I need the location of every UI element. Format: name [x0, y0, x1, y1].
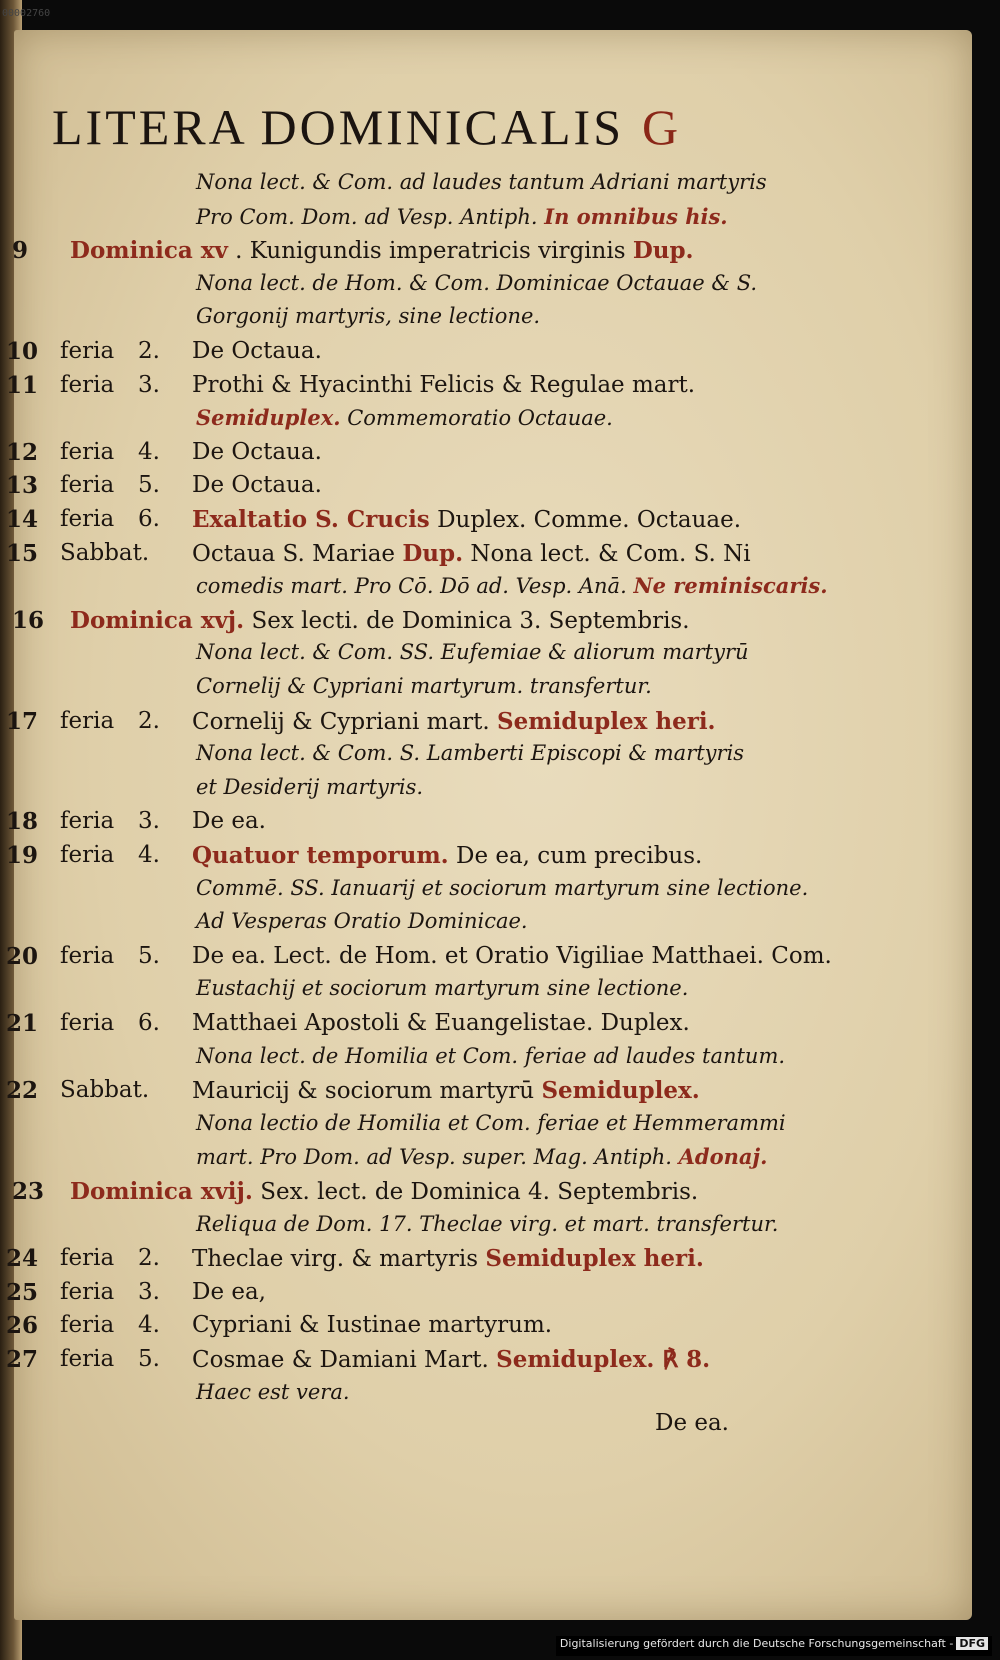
- calendar-line: [0, 1279, 980, 1313]
- weekday-label: feria: [60, 472, 115, 499]
- body-text: Reliqua de Dom. 17. Theclae virg. et mart. transfertur.: [196, 1211, 779, 1236]
- body-text: Cornelij & Cypriani mart.: [192, 708, 498, 735]
- rubric-text: Dominica xvij.: [70, 1178, 253, 1205]
- calendar-line: [0, 976, 980, 1010]
- page-heading: [52, 98, 792, 156]
- day-number: 10: [6, 338, 39, 365]
- calendar-line: [0, 170, 980, 204]
- body-text: Nona lect. & Com. S. Ni: [463, 540, 751, 567]
- feria-number: 5.: [138, 942, 160, 969]
- calendar-line: [0, 1212, 980, 1246]
- calendar-line: [0, 540, 980, 574]
- calendar-line: [0, 1245, 980, 1279]
- continuation-text: [196, 876, 808, 900]
- day-number: 9: [12, 237, 29, 265]
- entry-text: [192, 372, 695, 398]
- day-number: 12: [6, 438, 39, 466]
- weekday-label: feria: [60, 707, 115, 734]
- calendar-line: [0, 237, 980, 271]
- feria-number: 6.: [138, 506, 160, 532]
- body-text: Nona lectio de Homilia et Com. feriae et Hemmerammi: [196, 1110, 786, 1135]
- body-text: Theclae virg. & martyris: [192, 1246, 486, 1273]
- continuation-text: [196, 1111, 786, 1135]
- calendar-line: [0, 338, 980, 372]
- body-text: Duplex. Comme. Octauae.: [429, 507, 742, 533]
- weekday-label: feria: [60, 1346, 115, 1372]
- entry-text: [192, 506, 741, 533]
- calendar-line: [0, 741, 980, 775]
- body-text: Nona lect. & Com. SS. Eufemiae & aliorum martyrū: [196, 640, 749, 665]
- entry-text: [192, 540, 751, 567]
- rubric-text: Exaltatio S. Crucis: [192, 506, 430, 533]
- entry-text: [70, 607, 690, 634]
- funding-footer: [556, 1636, 992, 1656]
- entry-text: [70, 237, 694, 264]
- feria-number: 3.: [138, 808, 160, 835]
- body-text: Matthaei Apostoli & Euangelistae. Duplex.: [192, 1010, 690, 1036]
- continuation-text: [196, 170, 767, 194]
- calendar-line: [0, 1312, 980, 1346]
- weekday-label: feria: [60, 1278, 115, 1305]
- body-text: Cosmae & Damiani Mart.: [192, 1347, 497, 1373]
- body-text: mart. Pro Dom. ad Vesp. super. Mag. Antiph.: [196, 1145, 679, 1170]
- body-text: Nona lect. de Hom. & Com. Dominicae Octauae & S.: [196, 270, 758, 295]
- entry-text: [192, 472, 322, 498]
- entry-text: [192, 842, 702, 869]
- continuation-text: [196, 1212, 778, 1236]
- rubric-text: In omnibus his.: [544, 203, 728, 229]
- body-text: Pro Com. Dom. ad Vesp. Antiph.: [196, 204, 545, 229]
- calendar-line: [0, 775, 980, 809]
- entry-text: [192, 1346, 710, 1373]
- catchword: De ea.: [655, 1410, 729, 1436]
- body-text: Nona lect. de Homilia et Com. feriae ad laudes tantum.: [196, 1043, 786, 1068]
- calendar-line: [0, 506, 980, 540]
- calendar-line: [0, 876, 980, 910]
- continuation-text: [196, 909, 528, 933]
- day-number: 15: [6, 539, 39, 567]
- day-number: 11: [6, 371, 39, 399]
- entry-text: [192, 1312, 552, 1338]
- weekday-label: Sabbat.: [60, 539, 150, 566]
- weekday-label: feria: [60, 1010, 115, 1036]
- day-number: 20: [6, 942, 39, 970]
- calendar-line: [0, 1346, 980, 1380]
- entry-text: [192, 439, 322, 465]
- feria-number: 2.: [138, 707, 160, 734]
- body-text: De ea,: [192, 1278, 266, 1305]
- weekday-label: feria: [60, 371, 115, 398]
- day-number: 21: [6, 1010, 39, 1037]
- day-number: 17: [6, 707, 39, 735]
- scan-id: 00002760: [2, 8, 51, 19]
- body-text: De Octaua.: [192, 472, 322, 499]
- body-text: Sex lecti. de Dominica 3. Septembris.: [244, 607, 690, 634]
- day-number: 13: [6, 472, 39, 500]
- calendar-line: [0, 1178, 980, 1212]
- weekday-label: feria: [60, 942, 115, 969]
- body-text: Commē. SS. Ianuarij et sociorum martyrum sine lectione.: [196, 875, 809, 900]
- rubric-text: Semiduplex.: [541, 1077, 700, 1105]
- calendar-line: [0, 640, 980, 674]
- rubric-text: Semiduplex. ℟ 8.: [496, 1346, 711, 1373]
- catchword-row: [0, 1410, 980, 1444]
- continuation-text: [196, 674, 652, 698]
- body-text: Sex. lect. de Dominica 4. Septembris.: [252, 1179, 699, 1205]
- weekday-label: Sabbat.: [60, 1077, 150, 1104]
- weekday-label: feria: [60, 438, 115, 465]
- continuation-text: [196, 304, 540, 328]
- feria-number: 4.: [138, 1312, 160, 1339]
- calendar-line: [0, 943, 980, 977]
- day-number: 16: [12, 606, 45, 634]
- calendar-line: [0, 674, 980, 708]
- continuation-text: [196, 640, 749, 664]
- calendar-line: [0, 271, 980, 305]
- weekday-label: feria: [60, 338, 115, 364]
- calendar-line: [0, 472, 980, 506]
- day-number: 19: [6, 842, 39, 869]
- feria-number: 2.: [138, 338, 160, 364]
- calendar-line: [0, 439, 980, 473]
- entry-text: [192, 1077, 700, 1104]
- body-text: Haec est vera.: [196, 1379, 350, 1404]
- feria-number: 4.: [138, 438, 160, 465]
- weekday-label: feria: [60, 808, 115, 835]
- day-number: 25: [6, 1278, 39, 1306]
- body-text: et Desiderij martyris.: [196, 774, 424, 799]
- feria-number: 6.: [138, 1010, 160, 1036]
- feria-number: 2.: [138, 1245, 160, 1272]
- rubric-text: Adonaj.: [678, 1144, 768, 1170]
- calendar-line: [0, 304, 980, 338]
- calendar-line: [0, 405, 980, 439]
- calendar-line: [0, 1111, 980, 1145]
- calendar-line: [0, 1077, 980, 1111]
- entry-text: [192, 1010, 690, 1036]
- continuation-text: [196, 405, 613, 430]
- rubric-text: Quatuor temporum.: [192, 842, 449, 869]
- body-text: Ad Vesperas Oratio Dominicae.: [196, 909, 528, 934]
- calendar-line: [0, 607, 980, 641]
- day-number: 24: [6, 1245, 39, 1273]
- weekday-label: feria: [60, 1312, 115, 1339]
- feria-number: 3.: [138, 371, 160, 398]
- rubric-text: Semiduplex heri.: [497, 707, 716, 735]
- rubric-text: Dup.: [402, 539, 464, 567]
- rubric-text: Ne reminiscaris.: [633, 573, 828, 599]
- rubric-text: Semiduplex heri.: [485, 1245, 704, 1273]
- weekday-label: feria: [60, 842, 115, 868]
- calendar-line: [0, 1044, 980, 1078]
- continuation-text: [196, 271, 757, 295]
- calendar-line: [0, 1380, 980, 1414]
- footer-text: Digitalisierung gefördert durch die Deutsche Forschungsgemeinschaft -: [559, 1637, 954, 1650]
- continuation-text: [196, 204, 728, 229]
- body-text: Nona lect. & Com. S. Lamberti Episcopi & martyris: [196, 741, 745, 766]
- calendar-line: [0, 842, 980, 876]
- day-number: 26: [6, 1312, 39, 1340]
- feria-number: 4.: [138, 842, 160, 868]
- day-number: 18: [6, 808, 39, 836]
- entry-text: [192, 708, 716, 735]
- rubric-text: Dominica xv: [70, 237, 228, 265]
- calendar-line: [0, 1010, 980, 1044]
- entry-text: [192, 943, 832, 969]
- entry-text: [192, 1279, 266, 1305]
- calendar-line: [0, 808, 980, 842]
- body-text: Gorgonij martyris, sine lectione.: [196, 304, 541, 329]
- body-text: Prothi & Hyacinthi Felicis & Regulae mart.: [192, 371, 696, 398]
- entry-text: [192, 338, 322, 364]
- body-text: De ea. Lect. de Hom. et Oratio Vigiliae Matthaei. Com.: [192, 942, 832, 969]
- continuation-text: [196, 1144, 767, 1169]
- weekday-label: feria: [60, 1245, 115, 1272]
- continuation-text: [196, 741, 744, 765]
- body-text: Mauricij & sociorum martyrū: [192, 1078, 542, 1105]
- body-text: Nona lect. & Com. ad laudes tantum Adriani martyris: [196, 170, 767, 194]
- calendar-line: [0, 708, 980, 742]
- calendar-line: [0, 909, 980, 943]
- calendar-line: [0, 204, 980, 238]
- feria-number: 3.: [138, 1278, 160, 1305]
- continuation-text: [196, 976, 688, 1000]
- dominical-letter: G: [642, 99, 682, 155]
- body-text: De ea.: [192, 808, 266, 835]
- body-text: Eustachij et sociorum martyrum sine lectione.: [196, 976, 689, 1001]
- feria-number: 5.: [138, 472, 160, 499]
- day-number: 23: [12, 1178, 45, 1205]
- rubric-text: Semiduplex.: [196, 405, 341, 431]
- continuation-text: [196, 573, 828, 598]
- continuation-text: [196, 1380, 350, 1404]
- body-text: Commemoratio Octauae.: [340, 406, 613, 431]
- calendar-line: [0, 372, 980, 406]
- body-text: De Octaua.: [192, 438, 322, 465]
- body-text: Cypriani & Iustinae martyrum.: [192, 1312, 553, 1339]
- body-text: comedis mart. Pro Cō. Dō ad. Vesp. Anā.: [196, 574, 634, 599]
- body-text: . Kunigundis imperatricis virginis: [227, 238, 633, 265]
- day-number: 22: [6, 1077, 39, 1105]
- body-text: Octaua S. Mariae: [192, 540, 403, 567]
- dfg-logo: DFG: [956, 1637, 988, 1650]
- continuation-text: [196, 775, 423, 799]
- entry-text: [70, 1178, 698, 1205]
- feria-number: 5.: [138, 1346, 160, 1372]
- entry-text: [192, 808, 266, 834]
- continuation-text: [196, 1044, 785, 1068]
- entry-text: [192, 1245, 704, 1272]
- heading-title: LITERA DOMINICALIS: [52, 99, 625, 155]
- rubric-text: Dominica xvj.: [70, 606, 245, 634]
- calendar-line: [0, 573, 980, 607]
- body-text: Cornelij & Cypriani martyrum. transfertur.: [196, 674, 652, 698]
- weekday-label: feria: [60, 506, 115, 532]
- day-number: 14: [6, 506, 39, 533]
- calendar-line: [0, 1144, 980, 1178]
- day-number: 27: [6, 1346, 39, 1373]
- body-text: De Octaua.: [192, 338, 322, 364]
- body-text: De ea, cum precibus.: [448, 843, 703, 869]
- rubric-text: Dup.: [632, 237, 694, 265]
